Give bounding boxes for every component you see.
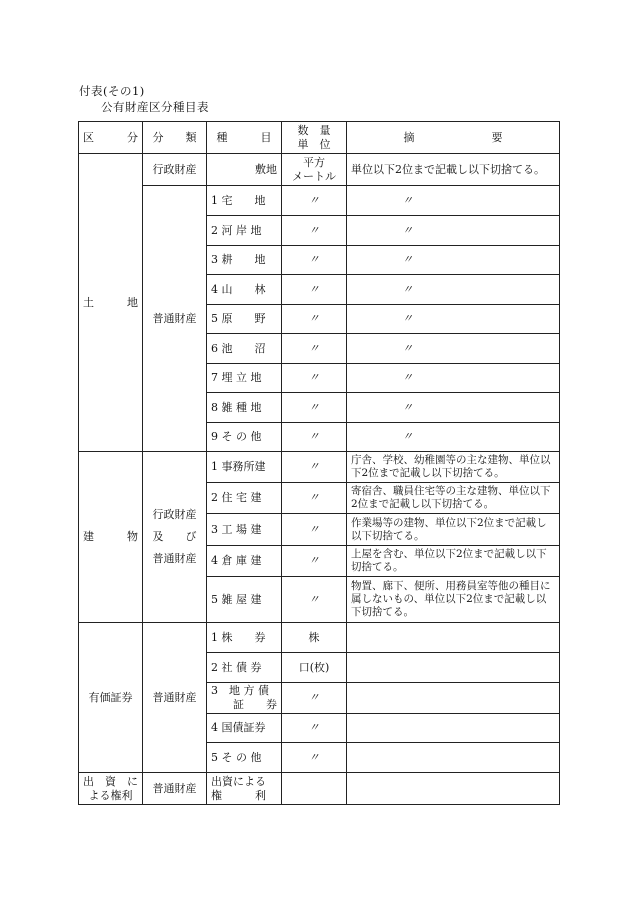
securities-item-top: 3 地 方 債 xyxy=(211,684,269,697)
securities-unit: 〃 xyxy=(282,714,347,743)
ditto-mark: 〃 xyxy=(347,216,560,246)
land-item: 8 雑 種 地 xyxy=(207,393,282,423)
building-remark: 作業場等の建物、単位以下2位まで記載し以下切捨てる。 xyxy=(347,514,560,546)
header-unit-bottom: 単 位 xyxy=(297,137,331,151)
table-row xyxy=(79,773,560,805)
header-shumoku: 種 目 xyxy=(207,122,282,154)
header-unit xyxy=(282,122,347,154)
land-category: 土 地 xyxy=(79,154,143,452)
land-item: 9 そ の 他 xyxy=(207,423,282,452)
land-item: 2 河 岸 地 xyxy=(207,216,282,246)
rights-unit xyxy=(282,773,347,805)
header-row xyxy=(79,122,560,154)
securities-category: 有価証券 xyxy=(79,623,143,773)
ditto-mark: 〃 xyxy=(347,305,560,334)
ditto-mark: 〃 xyxy=(282,423,347,452)
property-classification-table xyxy=(78,121,560,805)
ditto-mark: 〃 xyxy=(282,275,347,305)
securities-remark xyxy=(347,683,560,714)
ditto-mark: 〃 xyxy=(347,246,560,275)
appendix-label: 付表(その1) xyxy=(79,84,145,98)
land-item: 1 宅 地 xyxy=(207,186,282,216)
securities-item: 4 国債証券 xyxy=(207,714,282,743)
securities-item-bottom: 証 券 xyxy=(211,698,277,711)
ditto-mark: 〃 xyxy=(282,246,347,275)
securities-remark xyxy=(347,623,560,653)
land-unit-bottom: メートル xyxy=(292,169,336,183)
securities-item: 5 そ の 他 xyxy=(207,743,282,773)
building-item: 2 住 宅 建 xyxy=(207,483,282,514)
building-bunrui-line1: 行政財産 xyxy=(152,508,197,521)
ditto-mark: 〃 xyxy=(282,216,347,246)
header-bunrui: 分 類 xyxy=(143,122,207,154)
ditto-mark: 〃 xyxy=(282,186,347,216)
ditto-mark: 〃 xyxy=(282,452,347,483)
ditto-mark: 〃 xyxy=(347,423,560,452)
rights-category xyxy=(79,773,143,805)
ditto-mark: 〃 xyxy=(282,393,347,423)
building-category: 建 物 xyxy=(79,452,143,623)
securities-unit: 〃 xyxy=(282,683,347,714)
table-row xyxy=(79,186,560,216)
land-item: 7 埋 立 地 xyxy=(207,364,282,393)
ditto-mark: 〃 xyxy=(282,577,347,623)
ditto-mark: 〃 xyxy=(347,186,560,216)
rights-item xyxy=(207,773,282,805)
ditto-mark: 〃 xyxy=(282,514,347,546)
land-site-remark: 単位以下2位まで記載し以下切捨てる。 xyxy=(347,154,560,186)
ditto-mark: 〃 xyxy=(282,546,347,577)
securities-unit: 〃 xyxy=(282,743,347,773)
land-item: 3 耕 地 xyxy=(207,246,282,275)
building-remark: 庁舎、学校、幼稚園等の主な建物、単位以下2位まで記載し以下切捨てる。 xyxy=(347,452,560,483)
building-item: 1 事務所建 xyxy=(207,452,282,483)
securities-bunrui: 普通財産 xyxy=(143,623,207,773)
ditto-mark: 〃 xyxy=(282,483,347,514)
building-item: 3 工 場 建 xyxy=(207,514,282,546)
land-item: 6 池 沼 xyxy=(207,334,282,364)
rights-item-bottom: 権 利 xyxy=(211,788,266,802)
ditto-mark: 〃 xyxy=(282,364,347,393)
land-admin-bunrui: 行政財産 xyxy=(143,154,207,186)
building-remark: 寄宿舎、職員住宅等の主な建物、単位以下2位まで記載し以下切捨てる。 xyxy=(347,483,560,514)
table-row xyxy=(79,452,560,483)
land-site: 敷地 xyxy=(207,154,282,186)
rights-remark xyxy=(347,773,560,805)
securities-item: 2 社 債 券 xyxy=(207,653,282,683)
securities-unit: 株 xyxy=(282,623,347,653)
building-item: 4 倉 庫 建 xyxy=(207,546,282,577)
ditto-mark: 〃 xyxy=(282,334,347,364)
securities-unit: 口(枚) xyxy=(282,653,347,683)
table-row xyxy=(79,623,560,653)
building-bunrui-line2: 及 び xyxy=(152,530,197,543)
building-remark: 物置、廊下、便所、用務員室等他の種目に属しないもの、単位以下2位まで記載し以下切捨てる。 xyxy=(347,577,560,623)
securities-remark xyxy=(347,653,560,683)
securities-item: 1 株 券 xyxy=(207,623,282,653)
building-bunrui-line3: 普通財産 xyxy=(152,552,197,565)
header-remarks: 摘 要 xyxy=(347,122,560,154)
building-remark: 上屋を含む、単位以下2位まで記載し以下切捨てる。 xyxy=(347,546,560,577)
header-kubun: 区 分 xyxy=(79,122,143,154)
land-unit xyxy=(282,154,347,186)
ditto-mark: 〃 xyxy=(347,334,560,364)
ditto-mark: 〃 xyxy=(347,364,560,393)
land-general-bunrui: 普通財産 xyxy=(143,186,207,452)
table-title: 公有財産区分種目表 xyxy=(101,100,209,114)
table-row xyxy=(79,154,560,186)
land-item: 4 山 林 xyxy=(207,275,282,305)
rights-bunrui: 普通財産 xyxy=(143,773,207,805)
securities-item xyxy=(207,683,282,714)
ditto-mark: 〃 xyxy=(347,275,560,305)
rights-category-bottom: よる権利 xyxy=(88,788,133,802)
building-item: 5 雑 屋 建 xyxy=(207,577,282,623)
rights-item-top: 出資による xyxy=(211,774,266,788)
securities-remark xyxy=(347,743,560,773)
land-unit-top: 平方 xyxy=(303,155,325,169)
building-bunrui xyxy=(143,452,207,623)
land-item: 5 原 野 xyxy=(207,305,282,334)
ditto-mark: 〃 xyxy=(282,305,347,334)
rights-category-top: 出 資 に xyxy=(83,774,138,788)
header-unit-top: 数 量 xyxy=(297,123,331,137)
securities-remark xyxy=(347,714,560,743)
ditto-mark: 〃 xyxy=(347,393,560,423)
